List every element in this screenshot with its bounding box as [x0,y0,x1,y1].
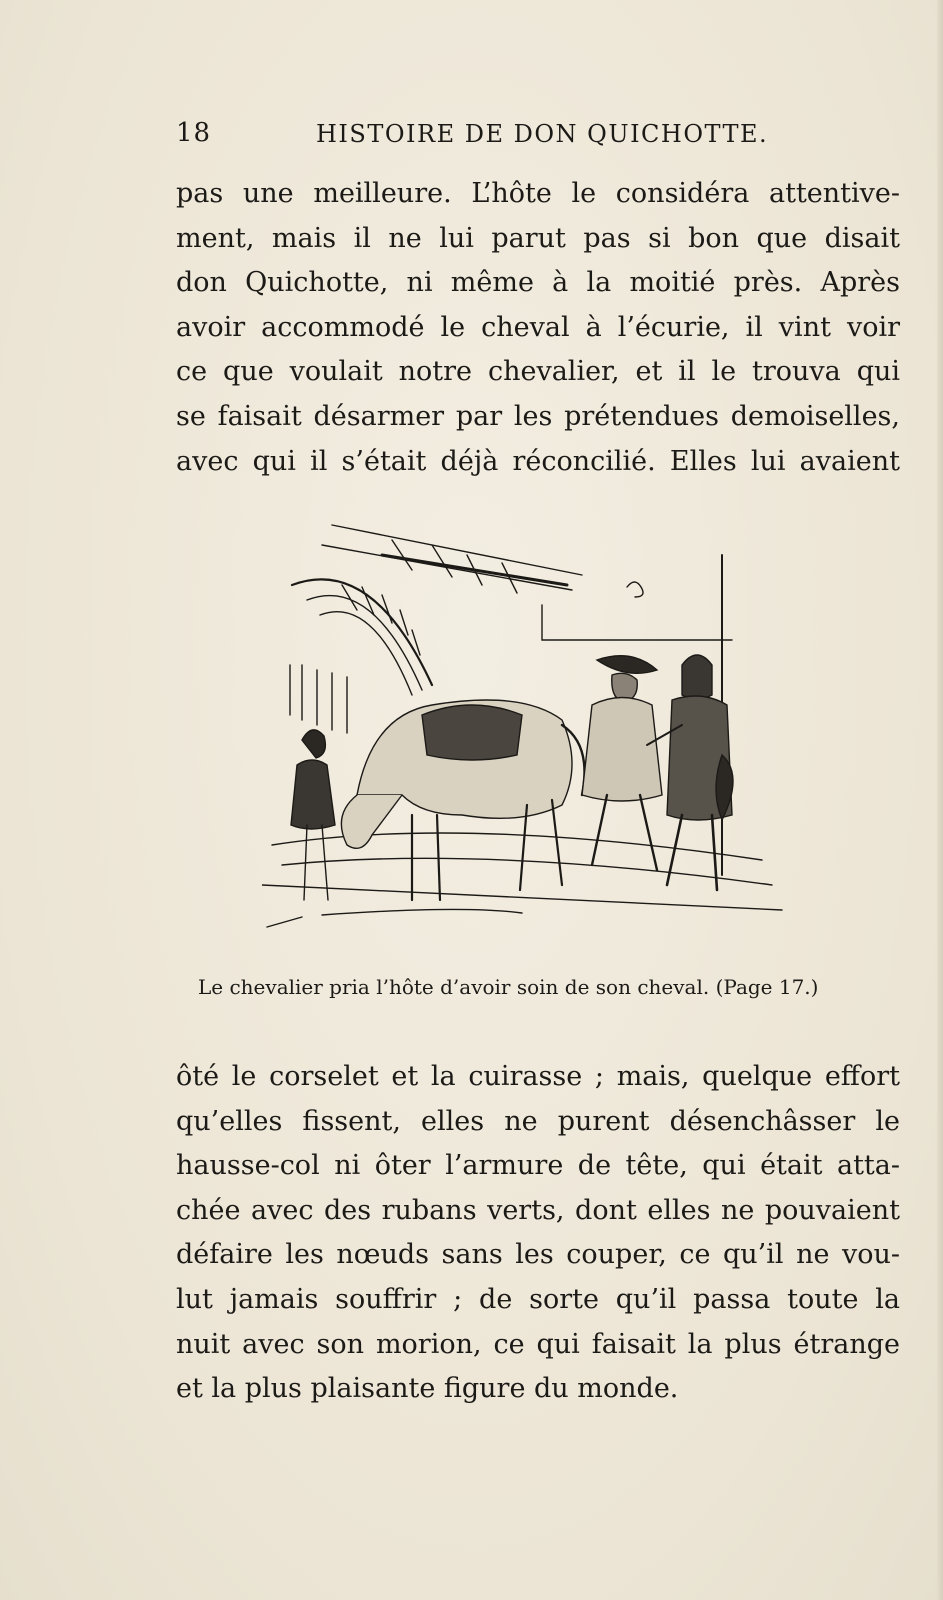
illustration-caption: Le chevalier pria l’hôte d’avoir soin de son cheval. (Page 17.) [198,975,819,999]
text-line: hausse-col ni ôter l’armure de tête, qui était atta- [176,1150,900,1182]
text-line: qu’elles fissent, elles ne purent désenchâsser le [176,1105,900,1137]
page-number: 18 [176,118,212,148]
text-line: don Quichotte, ni même à la moitié près. Après [176,267,900,299]
text-line: ment, mais il ne lui parut pas si bon que disait [176,222,900,254]
engraving-illustration [262,515,792,960]
text-line: et la plus plaisante figure du monde. [176,1373,679,1405]
text-line: avoir accommodé le cheval à l’écurie, il vint voir [176,311,900,343]
text-line: ce que voulait notre chevalier, et il le trouva qui [176,356,900,388]
text-line: se faisait désarmer par les prétendues demoiselles, [176,400,900,432]
text-line: pas une meilleure. L’hôte le considéra attentive- [176,178,900,209]
page-header [176,118,900,158]
running-title: HISTOIRE DE DON QUICHOTTE. [316,120,769,148]
text-line: nuit avec son morion, ce qui faisait la plus étrange [176,1328,900,1360]
text-line: avec qui il s’était déjà réconcilié. Elles lui avaient [176,445,900,477]
text-line: défaire les nœuds sans les couper, ce qu’il ne vou- [176,1239,900,1271]
text-line: chée avec des rubans verts, dont elles ne pouvaient [176,1194,900,1226]
paragraph-after-illustration [176,1055,900,1412]
paragraph-before-illustration [176,172,900,484]
page-edge [937,0,943,1600]
text-line: lut jamais souffrir ; de sorte qu’il passa toute la [176,1283,900,1315]
text-line: ôté le corselet et la cuirasse ; mais, quelque effort [176,1061,900,1092]
